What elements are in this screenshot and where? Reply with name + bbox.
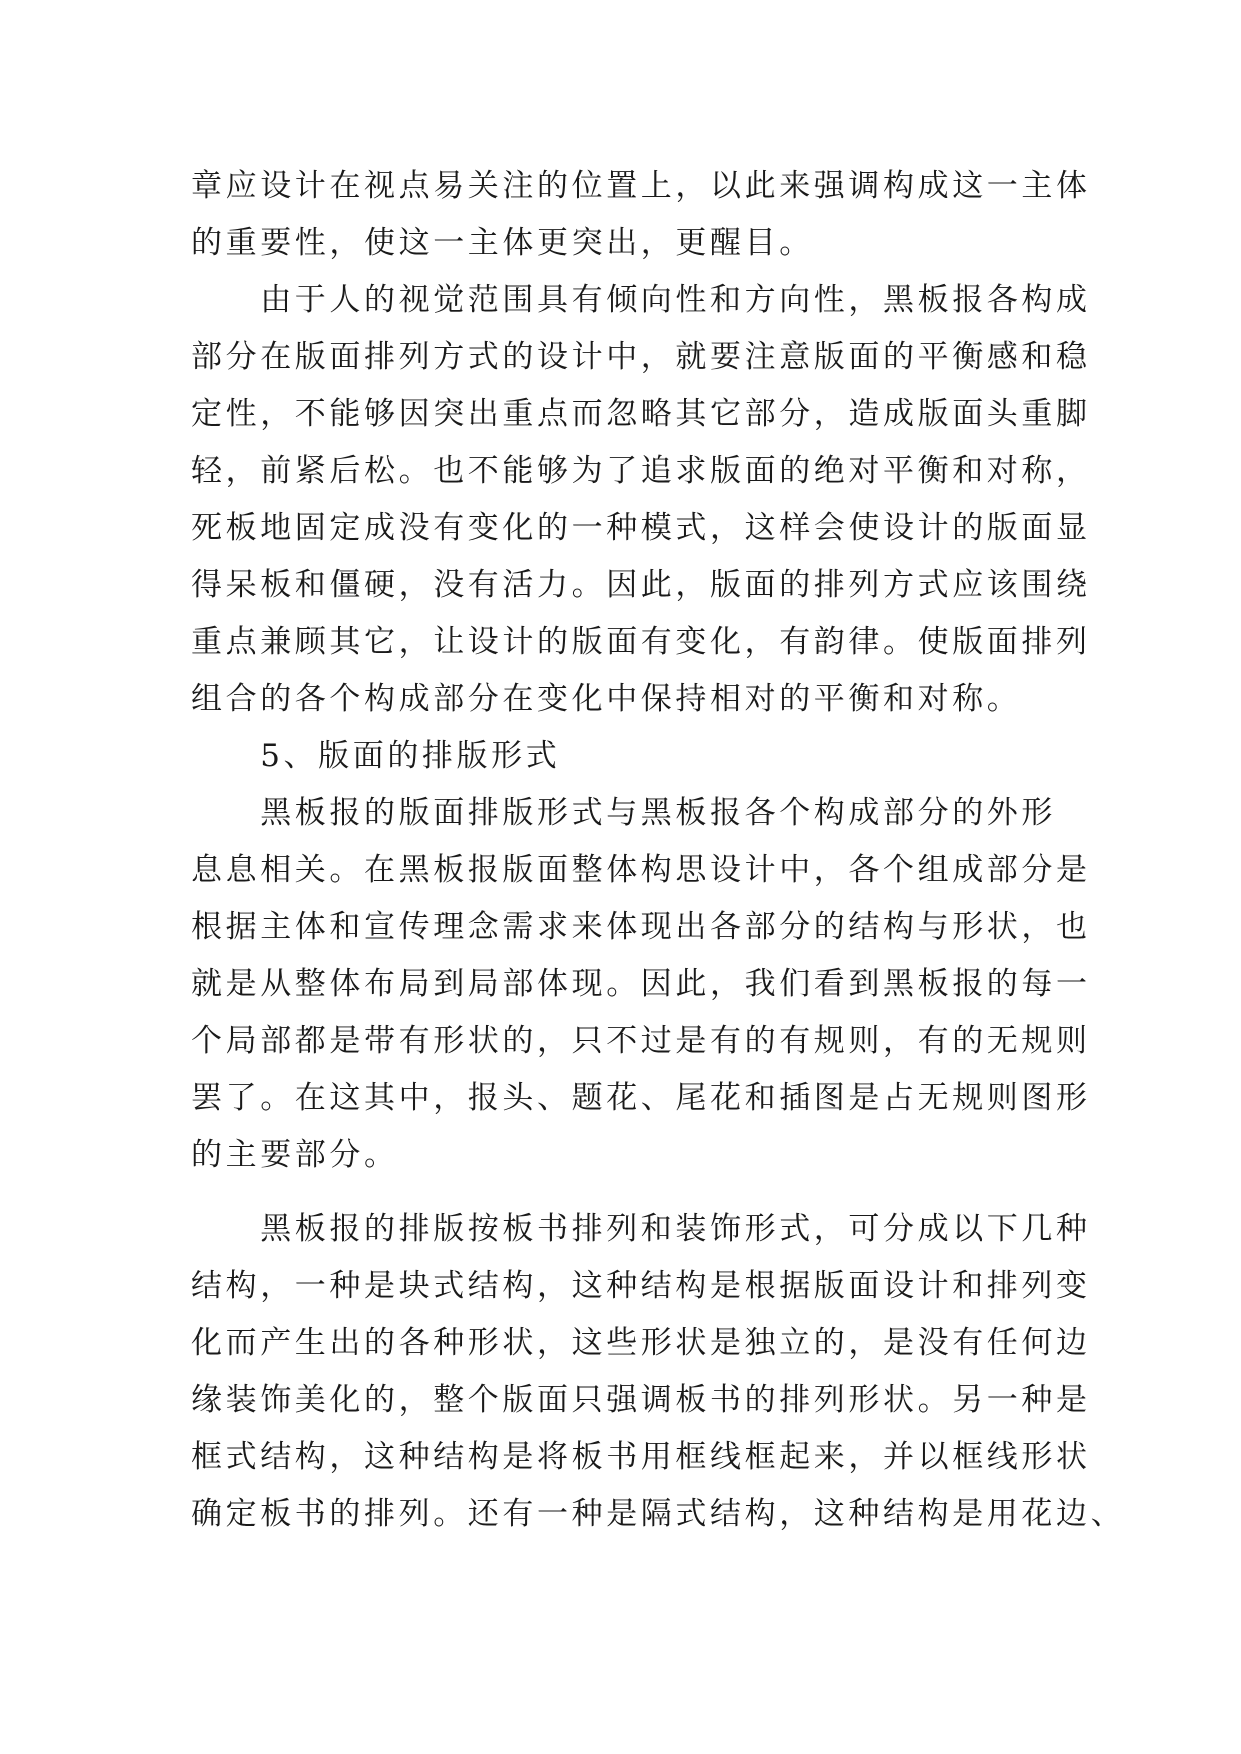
document-body (191, 158, 1126, 1543)
text-line-2: 的重要性，使这一主体更突出，更醒目。 (191, 225, 814, 261)
text-line-24: 确定板书的排列。还有一种是隔式结构，这种结构是用花边、 (191, 1496, 1126, 1532)
text-line-8: 得呆板和僵硬，没有活力。因此，版面的排列方式应该围绕 (191, 567, 1091, 603)
text-line-16: 个局部都是带有形状的，只不过是有的有规则，有的无规则 (191, 1023, 1091, 1059)
text-line-7: 死板地固定成没有变化的一种模式，这样会使设计的版面显 (191, 510, 1091, 546)
paragraph-gap (191, 1184, 1053, 1201)
text-line-10: 组合的各个构成部分在变化中保持相对的平衡和对称。 (191, 681, 1022, 717)
text-line-23: 框式结构，这种结构是将板书用框线框起来，并以框线形状 (191, 1439, 1091, 1475)
text-line-6: 轻，前紧后松。也不能够为了追求版面的绝对平衡和对称， (191, 453, 1091, 489)
text-line-5: 定性，不能够因突出重点而忽略其它部分，造成版面头重脚 (191, 396, 1091, 432)
text-line-18: 的主要部分。 (191, 1137, 399, 1173)
text-line-19: 黑板报的排版按板书排列和装饰形式，可分成以下几种 (191, 1211, 1091, 1247)
text-line-4: 部分在版面排列方式的设计中，就要注意版面的平衡感和稳 (191, 339, 1091, 375)
text-line-21: 化而产生出的各种形状，这些形状是独立的，是没有任何边 (191, 1325, 1091, 1361)
text-line-3: 由于人的视觉范围具有倾向性和方向性，黑板报各构成 (191, 282, 1091, 318)
section-heading: 5、版面的排版形式 (191, 738, 561, 774)
text-line-20: 结构，一种是块式结构，这种结构是根据版面设计和排列变 (191, 1268, 1091, 1304)
text-line-9: 重点兼顾其它，让设计的版面有变化，有韵律。使版面排列 (191, 624, 1091, 660)
text-line-12: 黑板报的版面排版形式与黑板报各个构成部分的外形 (191, 795, 1056, 831)
text-line-1: 章应设计在视点易关注的位置上，以此来强调构成这一主体 (191, 168, 1091, 204)
text-line-14: 根据主体和宣传理念需求来体现出各部分的结构与形状，也 (191, 909, 1091, 945)
text-line-17: 罢了。在这其中，报头、题花、尾花和插图是占无规则图形 (191, 1080, 1091, 1116)
text-line-13: 息息相关。在黑板报版面整体构思设计中，各个组成部分是 (191, 852, 1091, 888)
text-line-22: 缘装饰美化的，整个版面只强调板书的排列形状。另一种是 (191, 1382, 1091, 1418)
text-line-15: 就是从整体布局到局部体现。因此，我们看到黑板报的每一 (191, 966, 1091, 1002)
